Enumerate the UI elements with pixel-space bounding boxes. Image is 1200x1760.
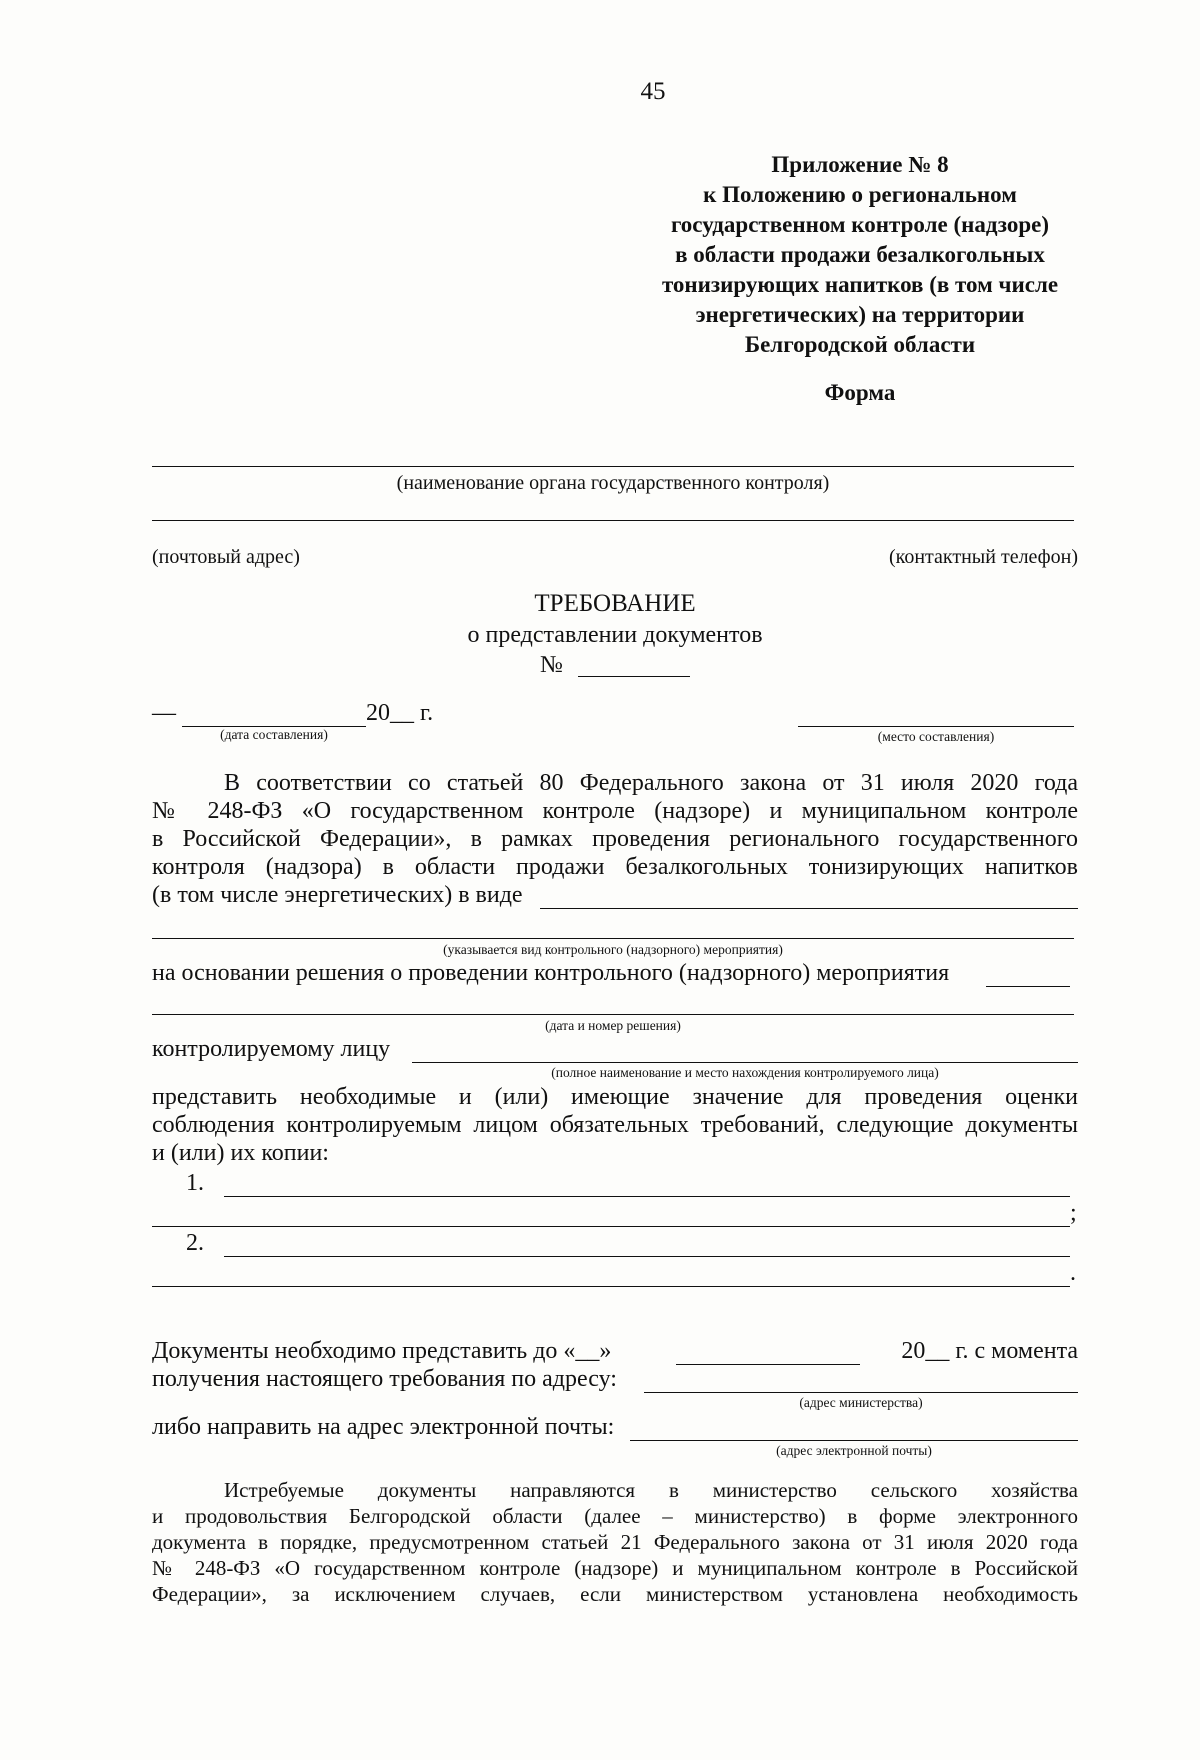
paragraph-line: № 248-ФЗ «О государственном контроле (надзоре) и муниципальном контроле в Российской xyxy=(152,1556,1078,1580)
number-prefix: № xyxy=(540,652,563,678)
paragraph-line: (в том числе энергетических) в виде xyxy=(152,882,523,908)
annex-line: Приложение № 8 xyxy=(771,152,949,177)
document-item-line-2 xyxy=(152,1286,1070,1287)
request-line: соблюдения контролируемым лицом обязательных требований, следующие документы xyxy=(152,1112,1078,1138)
paragraph-line: и продовольствия Белгородской области (далее – министерство) в форме электронного xyxy=(152,1504,1078,1528)
annex-line: к Положению о региональном xyxy=(703,182,1017,207)
page-number: 45 xyxy=(640,78,666,105)
request-line: представить необходимые и (или) имеющие значение для проведения оценки xyxy=(152,1084,1078,1110)
email-field-line xyxy=(630,1440,1078,1441)
document-item-number: 1. xyxy=(186,1170,204,1196)
place-caption: (место составления) xyxy=(877,729,995,744)
document-item-number: 2. xyxy=(186,1230,204,1256)
form-label: Форма xyxy=(824,380,896,405)
authority-field-line xyxy=(152,466,1074,467)
basis-line: на основании решения о проведении контрольного (надзорного) мероприятия xyxy=(152,960,950,986)
document-item-line xyxy=(224,1196,1070,1197)
email-caption: (адрес электронной почты) xyxy=(776,1443,932,1458)
deadline-date-line xyxy=(676,1364,860,1365)
deadline-address-line: получения настоящего требования по адресу: xyxy=(152,1366,617,1392)
paragraph-line: В соответствии со статьей 80 Федерального закона от 31 июля 2020 года xyxy=(224,770,1078,796)
document-subtitle: о представлении документов xyxy=(467,622,763,648)
event-type-line-2 xyxy=(152,938,1074,939)
annex-header xyxy=(620,150,1100,360)
authority-caption: (наименование органа государственного контроля) xyxy=(396,472,830,494)
paragraph-line: Федерации», за исключением случаев, если министерством установлена необходимость xyxy=(152,1582,1078,1606)
address-field-line xyxy=(644,1392,1078,1393)
document-item-end: ; xyxy=(1070,1200,1077,1226)
deadline-email-line: либо направить на адрес электронной почты: xyxy=(152,1414,615,1440)
annex-line: тонизирующих напитков (в том числе xyxy=(661,272,1059,297)
annex-line: Белгородской области xyxy=(744,332,976,357)
phone-caption: (контактный телефон) xyxy=(888,546,1078,568)
document-item-line xyxy=(224,1256,1070,1257)
paragraph-line: № 248-ФЗ «О государственном контроле (надзоре) и муниципальном контроле xyxy=(152,798,1078,824)
person-field-line xyxy=(412,1062,1078,1063)
basis-field-line xyxy=(986,986,1070,987)
paragraph-line: контроля (надзора) в области продажи безалкогольных тонизирующих напитков xyxy=(152,854,1078,880)
document-title: ТРЕБОВАНИЕ xyxy=(534,590,696,617)
decision-caption: (дата и номер решения) xyxy=(545,1018,681,1033)
person-label: контролируемому лицу xyxy=(152,1036,391,1062)
person-caption: (полное наименование и место нахождения контролируемого лица) xyxy=(551,1065,939,1080)
address-field-line xyxy=(152,520,1074,521)
annex-line: в области продажи безалкогольных xyxy=(675,242,1045,267)
date-caption: (дата составления) xyxy=(220,727,328,742)
date-dash: — xyxy=(152,700,176,726)
annex-line: государственном контроле (надзоре) xyxy=(670,212,1050,237)
annex-line: энергетических) на территории xyxy=(695,302,1025,327)
paragraph-line: в Российской Федерации», в рамках проведения регионального государственного xyxy=(152,826,1078,852)
document-item-end: . xyxy=(1070,1260,1076,1286)
paragraph-line: документа в порядке, предусмотренном статьей 21 Федерального закона от 31 июля 2020 года xyxy=(152,1530,1078,1554)
address-caption: (адрес министерства) xyxy=(799,1395,923,1410)
event-type-line xyxy=(540,908,1078,909)
event-caption: (указывается вид контрольного (надзорного) мероприятия) xyxy=(443,942,783,957)
postal-address-caption: (почтовый адрес) xyxy=(152,546,300,568)
paragraph-line: Истребуемые документы направляются в министерство сельского хозяйства xyxy=(224,1478,1078,1502)
year-text: 20__ г. xyxy=(366,700,434,726)
document-item-line-2 xyxy=(152,1226,1070,1227)
deadline-line-end: 20__ г. с момента xyxy=(901,1338,1078,1364)
number-field-line xyxy=(578,676,690,677)
deadline-line: Документы необходимо представить до «__» xyxy=(152,1338,612,1364)
request-line: и (или) их копии: xyxy=(152,1140,329,1166)
place-field-line xyxy=(798,726,1074,727)
decision-field-line xyxy=(152,1014,1074,1015)
